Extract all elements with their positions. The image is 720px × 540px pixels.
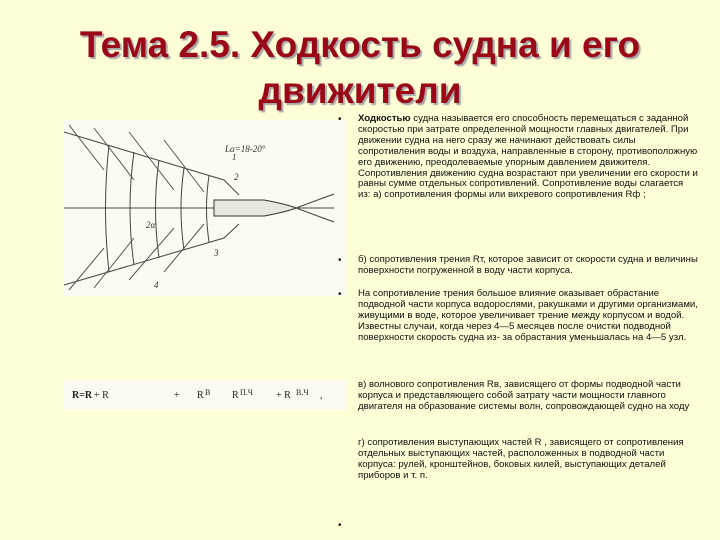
diagram-label-2: 2 (234, 172, 239, 182)
formula-rb-sub: В (205, 388, 211, 397)
diagram-label-3: 3 (214, 248, 219, 258)
resistance-formula (64, 380, 346, 410)
resistance-diagram-svg (64, 120, 346, 296)
bullet-4: • (338, 520, 342, 531)
formula-comma: , (320, 390, 323, 401)
angle-label: Lα=18-20° (225, 144, 266, 154)
title-line-1: Тема 2.5. Ходкость судна и его (79, 24, 641, 65)
diagram-label-2alpha: 2α (146, 220, 156, 230)
paragraph-fouling: На сопротивление трения большое влияние оказывает обрастание подводной части корпуса водорослями, ракушками и другими организмами, живущими в воде, которое увеличивает трение между корпусом и водой. Известны случаи, когда через 4—5 месяцев после очистки подводной поверхности скорость судна из- за обрастания уменьшалась на 4—5 узл. (358, 288, 698, 343)
paragraph-wave: в) волнового сопротивления Rв, зависящего от формы подводной части корпуса и представляющего собой затрату части мощности главного двигателя на образование системы волн, сопровождающей судно на ходу (358, 379, 690, 412)
diagram-label-1: 1 (232, 152, 237, 162)
paragraph-definition (358, 114, 698, 201)
formula-rvch: В.Ч (296, 388, 309, 397)
diagram-label-4: 4 (154, 280, 159, 290)
formula-rhs1: + R (94, 390, 109, 401)
paragraph-friction: б) сопротивления трения Rт, которое зависит от скорости судна и величины поверхности погруженной в воду части корпуса. (358, 254, 698, 276)
formula-rp-sub: П.Ч (240, 388, 253, 397)
formula-rb: R (197, 390, 204, 401)
term-hodkost: Ходкостью (358, 113, 411, 124)
bullet-3: • (338, 289, 342, 300)
formula-rp: R (232, 390, 239, 401)
formula-plus1: + (174, 390, 180, 401)
bullet-1: • (338, 114, 342, 125)
slide-title (0, 22, 720, 114)
paragraph-definition-text: судна называется его способность перемещаться с заданной скоростью при затрате определенной мощности главных двигателей. При движении судна на него сразу же начинают действовать силы сопротивления воды и воздуха, направленные в сторону, противоположную его движению, преодолеваемые упорным давлением движителя. Сопротивления движению судна возрастают при увеличении его скорости и равны сумме отдельных сопротивлений. Сопротивление воды слагается из: а) сопротивления формы или вихревого сопротивления Rф ; (358, 113, 698, 201)
formula-lhs: R=R (72, 390, 93, 401)
title-line-2: движители (258, 70, 462, 111)
bullet-2: • (338, 255, 342, 266)
formula-plus2: + R (276, 390, 291, 401)
resistance-diagram (64, 120, 346, 296)
paragraph-appendages: г) сопротивления выступающих частей R , зависящего от сопротивления отдельных выступающих частей, расположенных в подводной части корпуса: рулей, кронштейнов, боковых килей, выступающих деталей приборов и т. п. (358, 437, 684, 481)
